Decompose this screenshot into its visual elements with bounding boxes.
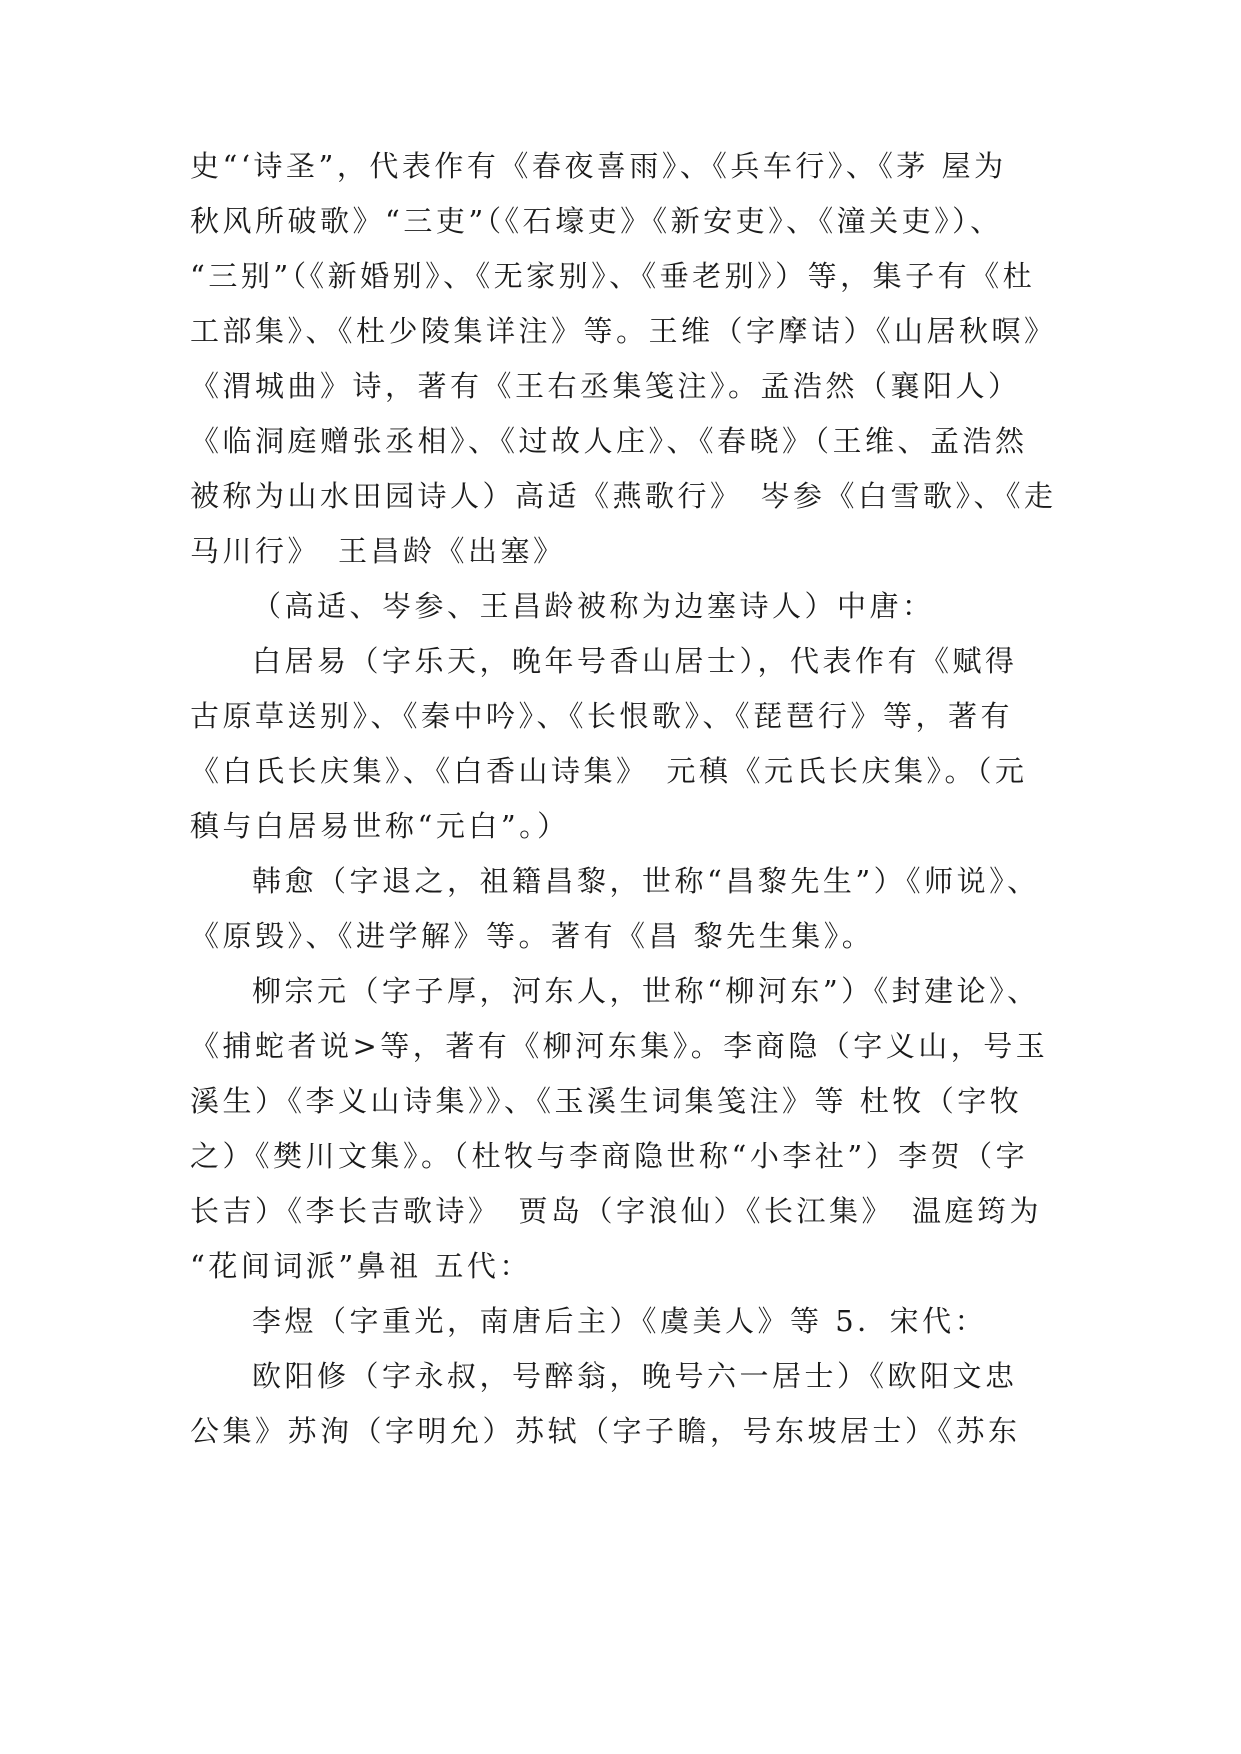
text-line: 工部集》、《杜少陵集详注》等。王维（字摩诘）《山居秋暝》 bbox=[190, 314, 1057, 348]
text-line: “花间词派”鼻祖 五代： bbox=[190, 1249, 532, 1283]
text-line: 古原草送别》、《秦中吟》、《长恨歌》、《琵琶行》等，著有 bbox=[190, 699, 1014, 733]
text-line: “三别”（《新婚别》、《无家别》、《垂老别》）等，集子有《杜 bbox=[190, 259, 1036, 293]
text-line: 《原毁》、《进学解》等。著有《昌 黎先生集》。 bbox=[190, 919, 875, 953]
text-line: 公集》苏洵（字明允）苏轼（字子瞻，号东坡居士）《苏东 bbox=[190, 1414, 1021, 1448]
text-line: 稹与白居易世称“元白”。） bbox=[190, 809, 570, 843]
text-line: 《渭城曲》诗，著有《王右丞集笺注》。孟浩然（襄阳人） bbox=[190, 369, 1021, 403]
text-line: 秋风所破歌》“三吏”（《石壕吏》《新安吏》、《潼关吏》）、 bbox=[190, 204, 1003, 238]
text-line: （高适、岑参、王昌龄被称为边塞诗人）中唐： bbox=[252, 589, 935, 623]
text-line: 之）《樊川文集》。（杜牧与李商隐世称“小李社”）李贺（字 bbox=[190, 1139, 1029, 1173]
text-line: 被称为山水田园诗人）高适《燕歌行》 岑参《白雪歌》、《走 bbox=[190, 479, 1057, 513]
paragraph-start: 柳宗元（字子厚，河东人，世称“柳河东”）《封建论》、 bbox=[252, 974, 1040, 1008]
text-line: 长吉）《李长吉歌诗》 贾岛（字浪仙）《长江集》 温庭筠为 bbox=[190, 1194, 1043, 1228]
text-line: 《白氏长庆集》、《白香山诗集》 元稹《元氏长庆集》。（元 bbox=[190, 754, 1028, 788]
text-line: 《临洞庭赠张丞相》、《过故人庄》、《春晓》（王维、孟浩然 bbox=[190, 424, 1028, 458]
paragraph-start: 李煜（字重光，南唐后主）《虞美人》等 5．宋代： bbox=[252, 1304, 988, 1338]
text-line: 溪生）《李义山诗集》》、《玉溪生词集笺注》等 杜牧（字牧 bbox=[190, 1084, 1023, 1118]
paragraph-start: 韩愈（字退之，祖籍昌黎，世称“昌黎先生”）《师说》、 bbox=[252, 864, 1040, 898]
text-line: 《捕蛇者说>等，著有《柳河东集》。李商隐（字义山，号玉 bbox=[190, 1029, 1049, 1063]
paragraph-start: 白居易（字乐天，晚年号香山居士），代表作有《赋得 bbox=[252, 644, 1018, 678]
text-line: 史“‘诗圣”，代表作有《春夜喜雨》、《兵车行》、《茅 屋为 bbox=[190, 149, 1007, 183]
text-line: 马川行》 王昌龄《出塞》 bbox=[190, 534, 566, 568]
paragraph-start: 欧阳修（字永叔，号醉翁，晚号六一居士）《欧阳文忠 bbox=[252, 1359, 1018, 1393]
